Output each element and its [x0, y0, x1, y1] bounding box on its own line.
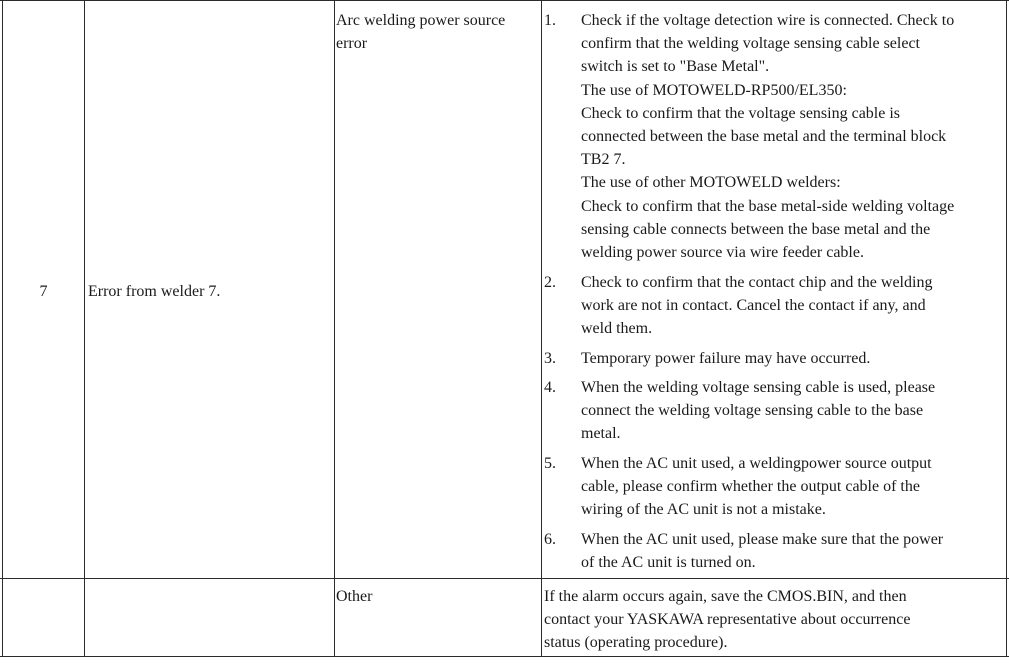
table-bottom-border	[0, 656, 1009, 657]
remedy-cell-other: If the alarm occurs again, save the CMOS.BIN, and then contact your YASKAWA representative about occurrence status (operating procedure).	[544, 588, 911, 652]
table-top-border	[0, 0, 1009, 1]
column-divider	[2, 0, 3, 657]
alarm-message-cell	[88, 280, 332, 303]
remedy-item: 6. When the AC unit used, please make sure that the power of the AC unit is turned on.	[544, 531, 944, 572]
remedy-item: 2. Check to confirm that the contact chip and the welding work are not in contact. Cancel the contact if any, and weld them.	[544, 274, 933, 338]
alarm-message: Error from welder 7.	[88, 283, 221, 300]
remedy-item: 3. Temporary power failure may have occurred.	[544, 350, 871, 367]
remedy-item: 4. When the welding voltage sensing cable is used, please connect the welding voltage sensing cable to the base metal.	[544, 379, 936, 443]
column-divider	[1006, 0, 1007, 657]
column-divider	[541, 0, 542, 657]
column-divider	[334, 0, 335, 657]
remedy-cell	[544, 9, 1006, 575]
alarm-number-cell	[3, 280, 84, 303]
cause-cell-other	[336, 585, 539, 608]
alarm-number: 7	[39, 283, 48, 300]
remedy-item: 1. Check if the voltage detection wire is connected. Check to confirm that the welding voltage sensing cable select switch is set to "Base Metal". The use of MOTOWELD-RP500/EL350: Check to confirm that the voltage sensing cable is connected between the base metal and the terminal block TB2 7. The use of other MOTOWELD welders: Check to confirm that the base metal-side welding voltage sensing cable connects between the base metal and the welding power source via wire feeder cable.	[544, 12, 955, 262]
column-divider	[84, 0, 85, 657]
cause-text-other: Other	[336, 588, 373, 605]
remedy-item: 5. When the AC unit used, a weldingpower source output cable, please confirm whether the output cable of the wiring of the AC unit is not a mistake.	[544, 455, 932, 519]
cause-text: Arc welding power source error	[336, 12, 506, 53]
cause-cell	[336, 9, 539, 55]
row-divider	[0, 578, 1009, 579]
